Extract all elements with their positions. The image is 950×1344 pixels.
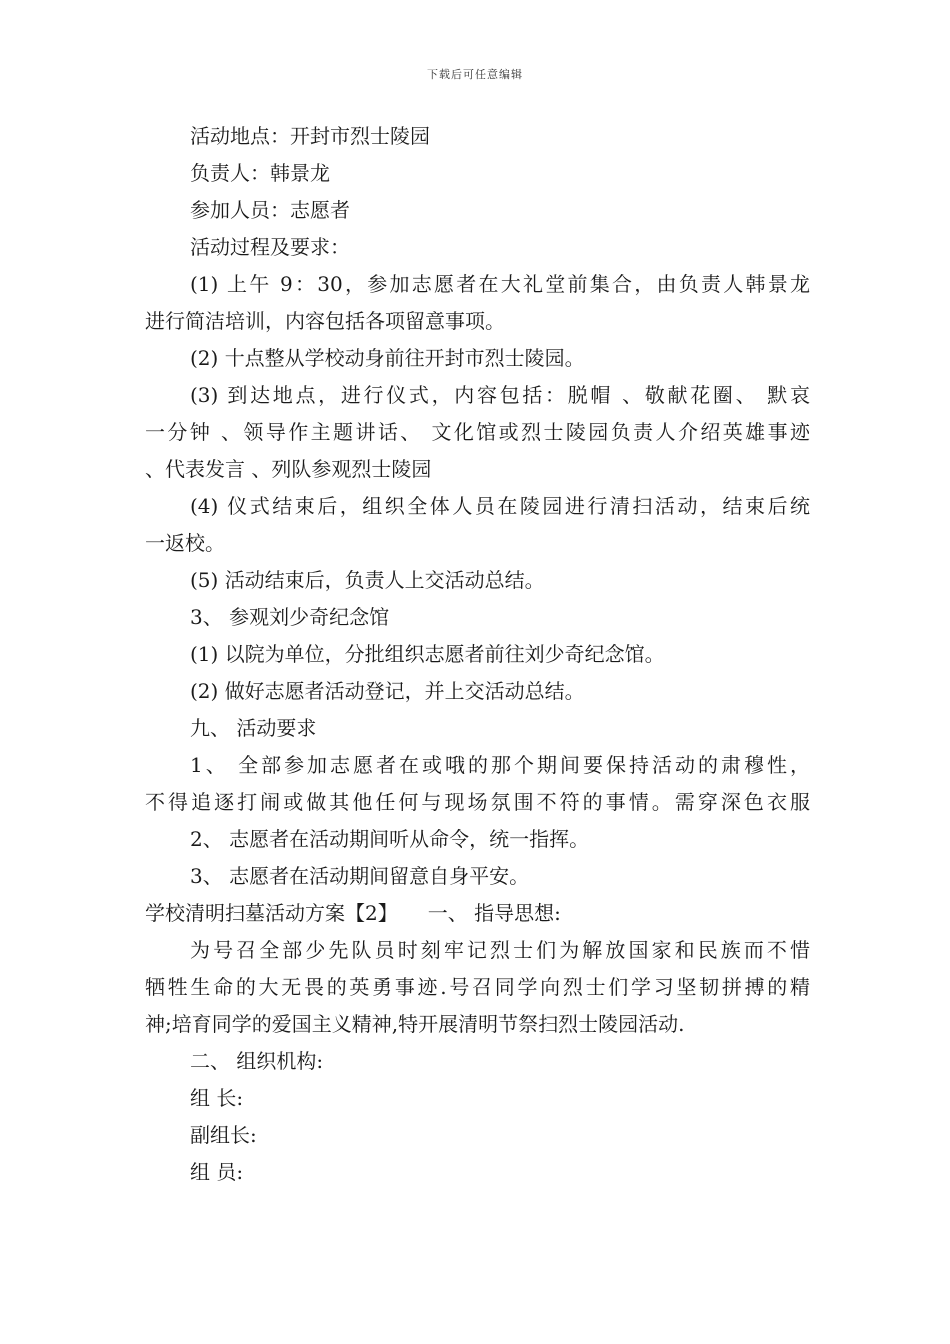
paragraph-line: 活动过程及要求： bbox=[190, 235, 350, 259]
paragraph-line: 一返校。 bbox=[145, 531, 225, 555]
paragraph-line: 参加人员：志愿者 bbox=[190, 198, 350, 222]
paragraph-line: 2、 志愿者在活动期间听从命令，统一指挥。 bbox=[190, 827, 590, 851]
paragraph-line: 1、 全部参加志愿者在或哦的那个期间要保持活动的肃穆性， bbox=[190, 753, 810, 777]
paragraph-line: (1) 上午 9：30，参加志愿者在大礼堂前集合，由负责人韩景龙 bbox=[190, 272, 810, 296]
paragraph-line: (4) 仪式结束后，组织全体人员在陵园进行清扫活动，结束后统 bbox=[190, 494, 810, 518]
paragraph-line: 一分钟 、领导作主题讲话、 文化馆或烈士陵园负责人介绍英雄事迹 bbox=[145, 420, 810, 444]
paragraph-line: (5) 活动结束后，负责人上交活动总结。 bbox=[190, 568, 545, 592]
paragraph-line: (2) 做好志愿者活动登记，并上交活动总结。 bbox=[190, 679, 585, 703]
paragraph-line: 进行简洁培训，内容包括各项留意事项。 bbox=[145, 309, 505, 333]
paragraph-line: 九、 活动要求 bbox=[190, 716, 317, 740]
paragraph-line: (2) 十点整从学校动身前往开封市烈士陵园。 bbox=[190, 346, 585, 370]
page-header-note: 下载后可任意编辑 bbox=[427, 68, 523, 81]
paragraph-line: 副组长: bbox=[190, 1123, 257, 1147]
paragraph-line: 3、 志愿者在活动期间留意自身平安。 bbox=[190, 864, 530, 888]
paragraph-line: (1) 以院为单位，分批组织志愿者前往刘少奇纪念馆。 bbox=[190, 642, 665, 666]
paragraph-line: 活动地点：开封市烈士陵园 bbox=[190, 124, 430, 148]
document-body bbox=[145, 118, 810, 1191]
paragraph-line: 组 员: bbox=[190, 1160, 244, 1184]
paragraph-line: 负责人：韩景龙 bbox=[190, 161, 330, 185]
paragraph-line: 为号召全部少先队员时刻牢记烈士们为解放国家和民族而不惜 bbox=[190, 938, 810, 962]
paragraph-line: 牺牲生命的大无畏的英勇事迹.号召同学向烈士们学习坚韧拼搏的精 bbox=[145, 975, 810, 999]
paragraph-line: 学校清明扫墓活动方案【2】 一、 指导思想: bbox=[145, 901, 561, 925]
paragraph-line: 神;培育同学的爱国主义精神,特开展清明节祭扫烈士陵园活动. bbox=[145, 1012, 685, 1036]
paragraph-line: 组 长: bbox=[190, 1086, 244, 1110]
paragraph-line: 不得追逐打闹或做其他任何与现场氛围不符的事情。需穿深色衣服 bbox=[145, 790, 810, 814]
paragraph-line: 3、 参观刘少奇纪念馆 bbox=[190, 605, 390, 629]
paragraph-line: 、代表发言 、列队参观烈士陵园 bbox=[145, 457, 432, 481]
paragraph-line: 二、 组织机构: bbox=[190, 1049, 324, 1073]
paragraph-line: (3) 到达地点，进行仪式，内容包括：脱帽 、敬献花圈、 默哀 bbox=[190, 383, 810, 407]
